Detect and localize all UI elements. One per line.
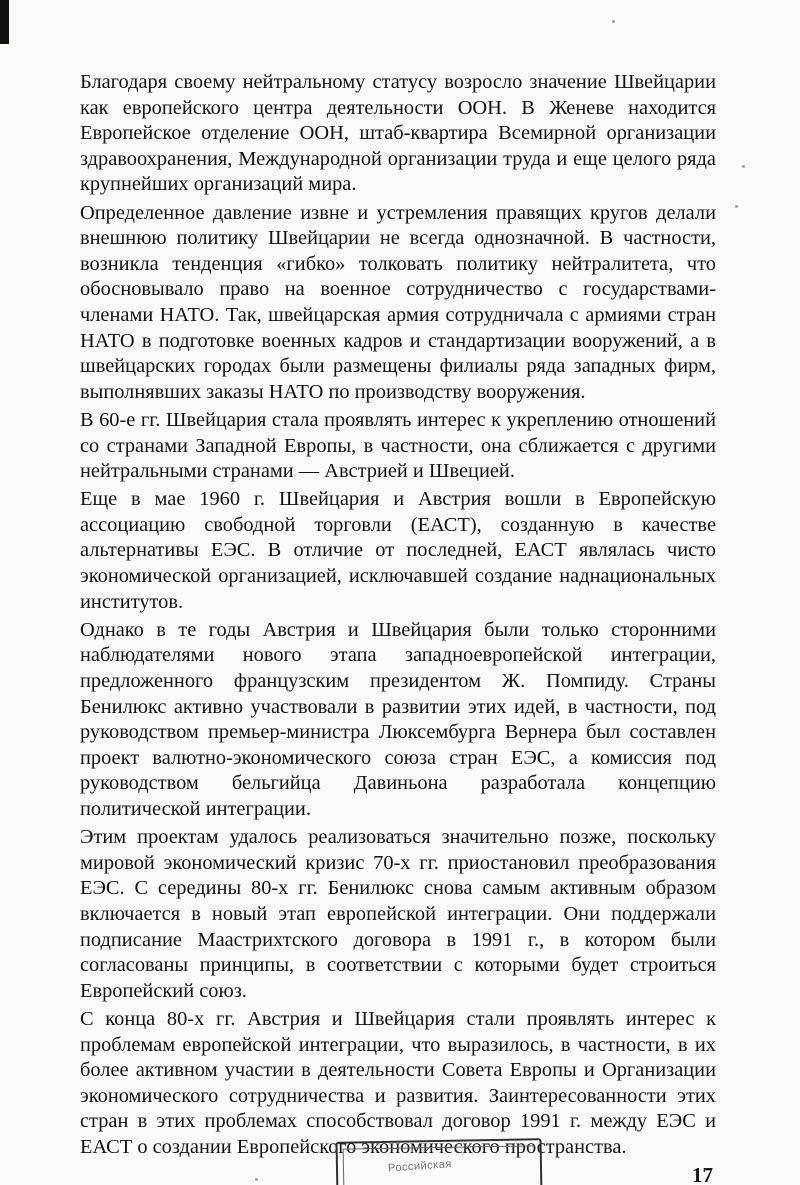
scan-speck <box>735 205 738 208</box>
scan-corner-mark <box>0 0 9 44</box>
library-stamp <box>336 1138 543 1185</box>
scan-speck <box>612 20 615 23</box>
paragraph-3: В 60-е гг. Швейцария стала проявлять интерес к укреплению отношений со странами Западной Европы, в частности, она сближается с другими нейтральными странами — Австрией и Швецией. <box>80 408 716 483</box>
paragraph-7: С конца 80-х гг. Австрия и Швейцария стали проявлять интерес к проблемам европейской интеграции, что выразилось, в частности, в их более активном участии в деятельности Совета Европы и Организации экономического сотрудничества и развития. Заинтересованности этих стран в этих проблемах способствовал договор 1991 г. между ЕЭС и ЕАСТ о создании Европейского экономического пространства. <box>80 1007 716 1158</box>
stamp-text: Российская <box>387 1158 453 1175</box>
paragraph-2: Определенное давление извне и устремления правящих кругов делали внешнюю политику Швейцарии не всегда однозначной. В частности, возникла тенденция «гибко» толковать политику нейтралитета, что обосновывало право на военное сотрудничество с государствами-членами НАТО. Так, швейцарская армия сотрудничала с армиями стран НАТО в подготовке военных кадров и стандартизации вооружений, а в швейцарских городах были размещены филиалы ряда западных фирм, выполнявших заказы НАТО по производству вооружения. <box>80 201 716 403</box>
scan-speck <box>255 1178 258 1181</box>
paragraph-1: Благодаря своему нейтральному статусу возросло значение Швейцарии как европейского центра деятельности ООН. В Женеве находится Европейское отделение ООН, штаб-квартира Всемирной организации здравоохранения, Международной организации труда и еще целого ряда крупнейших организаций мира. <box>80 71 716 196</box>
scan-speck <box>742 165 745 168</box>
paragraph-6: Этим проектам удалось реализоваться значительно позже, поскольку мировой экономический кризис 70-х гг. приостановил преобразования ЕЭС. С середины 80-х гг. Бенилюкс снова самым активным образом включается в новый этап европейской интеграции. Они поддержали подписание Маастрихтского договора в 1991 г., в котором были согласованы принципы, в соответствии с которыми будет строиться Европейский союз. <box>80 826 716 1002</box>
body-text <box>80 70 716 1163</box>
page-number: 17 <box>692 1163 713 1185</box>
paragraph-4: Еще в мае 1960 г. Швейцария и Австрия вошли в Европейскую ассоциацию свободной торговли (ЕАСТ), созданную в качестве альтернативы ЕЭС. В отличие от последней, ЕАСТ являлась чисто экономической организацией, исключавшей создание наднациональных институтов. <box>80 488 716 613</box>
paragraph-5: Однако в те годы Австрия и Швейцария были только сторонними наблюдателями нового этапа западноевропейской интеграции, предложенного французским президентом Ж. Помпиду. Страны Бенилюкс активно участвовали в развитии этих идей, в частности, под руководством премьер-министра Люксембурга Вернера был составлен проект валютно-экономического союза стран ЕЭС, а комиссия под руководством бельгийца Давиньона разработала концепцию политической интеграции. <box>80 618 716 820</box>
